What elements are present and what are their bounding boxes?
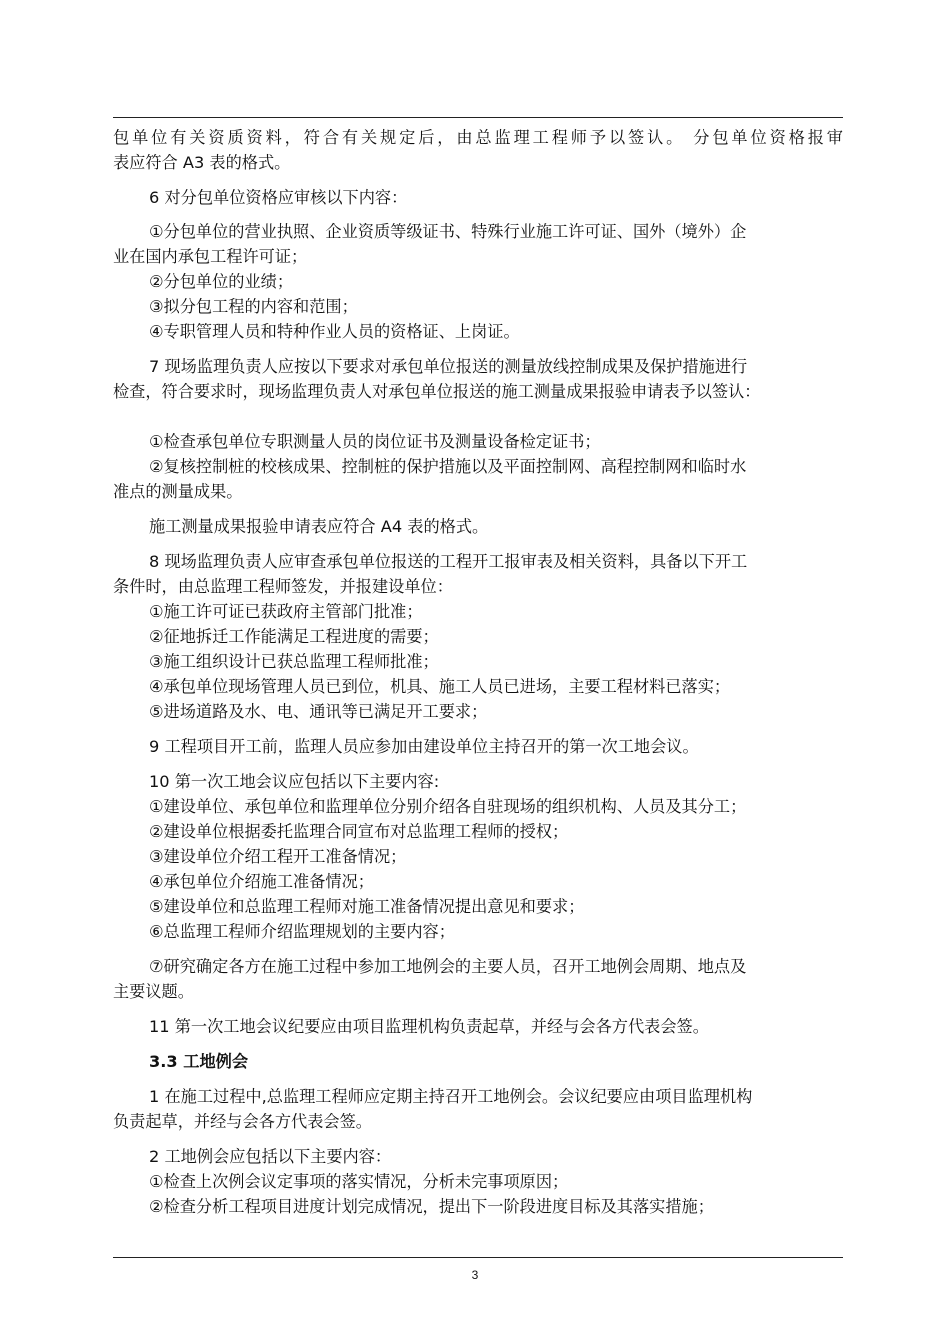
header-rule xyxy=(113,117,843,118)
text-line: 8 现场监理负责人应审查承包单位报送的工程开工报审表及相关资料，具备以下开工 xyxy=(149,552,748,571)
text-line: ①分包单位的营业执照、企业资质等级证书、特殊行业施工许可证、国外（境外）企 xyxy=(149,222,747,241)
text-line: ④承包单位现场管理人员已到位，机具、施工人员已进场，主要工程材料已落实； xyxy=(149,677,731,696)
text-line: 检查，符合要求时，现场监理负责人对承包单位报送的施工测量成果报验申请表予以签认： xyxy=(113,382,761,401)
text-line: ⑤进场道路及水、电、通讯等已满足开工要求； xyxy=(149,702,488,721)
text-line: 准点的测量成果。 xyxy=(113,482,243,501)
text-line: ②复核控制桩的校核成果、控制桩的保护措施以及平面控制网、高程控制网和临时水 xyxy=(149,457,747,476)
section-heading: 3.3 工地例会 xyxy=(149,1052,249,1071)
text-line: 施工测量成果报验申请表应符合 A4 表的格式。 xyxy=(149,517,489,536)
text-line: ④承包单位介绍施工准备情况； xyxy=(149,872,374,891)
text-line: 业在国内承包工程许可证； xyxy=(113,247,308,266)
text-line: 11 第一次工地会议纪要应由项目监理机构负责起草，并经与会各方代表会签。 xyxy=(149,1017,709,1036)
footer-rule xyxy=(113,1257,843,1258)
text-line: 负责起草，并经与会各方代表会签。 xyxy=(113,1112,372,1131)
document-body xyxy=(113,125,843,1219)
text-line: 条件时，由总监理工程师签发，并报建设单位： xyxy=(113,577,453,596)
text-line: 1 在施工过程中,总监理工程师应定期主持召开工地例会。会议纪要应由项目监理机构 xyxy=(149,1087,753,1106)
text-line: 9 工程项目开工前，监理人员应参加由建设单位主持召开的第一次工地会议。 xyxy=(149,737,699,756)
text-line: ②建设单位根据委托监理合同宣布对总监理工程师的授权； xyxy=(149,822,569,841)
text-line: ②分包单位的业绩； xyxy=(149,272,294,291)
page-number: 3 xyxy=(471,1268,479,1282)
text-line: 6 对分包单位资格应审核以下内容： xyxy=(149,188,408,207)
text-line: ⑦研究确定各方在施工过程中参加工地例会的主要人员，召开工地例会周期、地点及 xyxy=(149,957,747,976)
text-line: 2 工地例会应包括以下主要内容： xyxy=(149,1147,392,1166)
text-line: ③拟分包工程的内容和范围； xyxy=(149,297,358,316)
text-line: ③建设单位介绍工程开工准备情况； xyxy=(149,847,407,866)
text-line: ②征地拆迁工作能满足工程进度的需要； xyxy=(149,627,439,646)
text-line: ⑥总监理工程师介绍监理规划的主要内容； xyxy=(149,922,455,941)
text-line: ①检查上次例会议定事项的落实情况，分析未完事项原因； xyxy=(149,1172,569,1191)
text-line: ③施工组织设计已获总监理工程师批准； xyxy=(149,652,439,671)
text-line: 包单位有关资质资料，符合有关规定后，由总监理工程师予以签认。 分包单位资格报审 xyxy=(113,128,843,147)
text-line: ①检查承包单位专职测量人员的岗位证书及测量设备检定证书； xyxy=(149,432,601,451)
text-line: ②检查分析工程项目进度计划完成情况，提出下一阶段进度目标及其落实措施； xyxy=(149,1197,714,1216)
text-line: ⑤建设单位和总监理工程师对施工准备情况提出意见和要求； xyxy=(149,897,585,916)
text-line: 主要议题。 xyxy=(113,982,194,1001)
text-line: 7 现场监理负责人应按以下要求对承包单位报送的测量放线控制成果及保护措施进行 xyxy=(149,357,748,376)
text-line: ①施工许可证已获政府主管部门批准； xyxy=(149,602,423,621)
text-line: ④专职管理人员和特种作业人员的资格证、上岗证。 xyxy=(149,322,520,341)
text-line: 表应符合 A3 表的格式。 xyxy=(113,153,291,172)
text-line: ①建设单位、承包单位和监理单位分别介绍各自驻现场的组织机构、人员及其分工； xyxy=(149,797,747,816)
text-line: 10 第一次工地会议应包括以下主要内容: xyxy=(149,772,440,791)
